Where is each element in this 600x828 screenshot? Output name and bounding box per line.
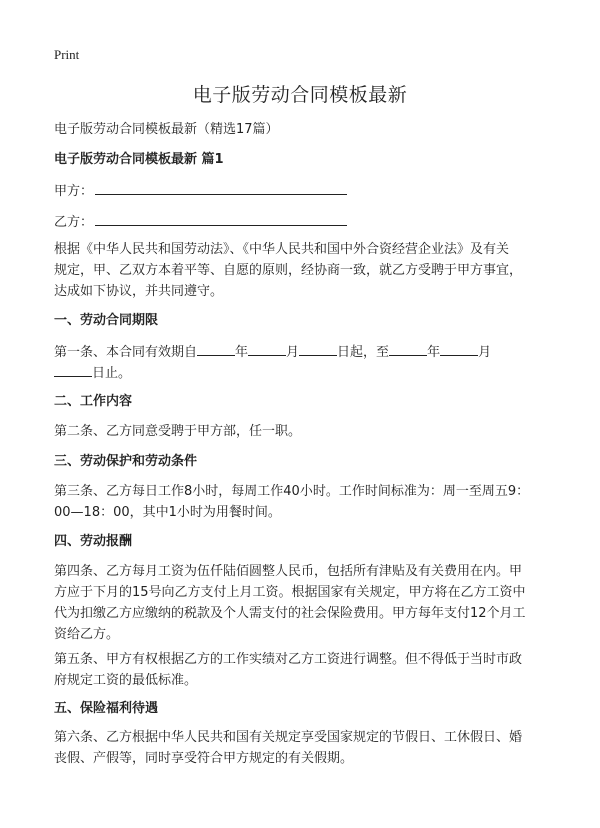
party-b-blank — [95, 212, 347, 226]
print-link[interactable]: Print — [54, 47, 80, 62]
clause-line: 第二条、乙方同意受聘于甲方部，任一职。 — [54, 424, 302, 439]
clause-line: 第五条、甲方有权根据乙方的工作实绩对乙方工资进行调整。但不得低于当时市政 — [54, 652, 523, 667]
section-heading: 一、劳动合同期限 — [54, 313, 159, 328]
party-b-label: 乙方： — [54, 215, 94, 230]
clause-line: 资给乙方。 — [54, 627, 120, 642]
date-blank — [440, 342, 478, 356]
section-heading: 三、劳动保护和劳动条件 — [54, 454, 198, 469]
intro-line: 达成如下协议，并共同遵守。 — [54, 284, 224, 299]
document-title: 电子版劳动合同模板最新 — [192, 84, 408, 106]
party-b-line — [54, 212, 347, 232]
clause-text: 日止。 — [92, 366, 132, 381]
section-heading: 四、劳动报酬 — [54, 534, 133, 549]
party-a-line — [54, 181, 347, 201]
clause-line: 第三条、乙方每日工作8小时，每周工作40小时。工作时间标准为：周一至周五9： — [54, 484, 530, 499]
clause-line — [54, 363, 131, 383]
clause-line: 第四条、乙方每月工资为伍仟陆佰圆整人民币，包括所有津贴及有关费用在内。甲 — [54, 564, 523, 579]
article-heading: 电子版劳动合同模板最新 篇1 — [54, 152, 224, 167]
clause-line: 方应于下月的15号向乙方支付上月工资。根据国家有关规定，甲方将在乙方工资中 — [54, 585, 526, 600]
document-subtitle: 电子版劳动合同模板最新（精选17篇） — [54, 122, 279, 137]
clause-text: 日起，至 — [337, 345, 390, 360]
clause-line — [54, 342, 491, 362]
clause-text: 月 — [286, 345, 300, 360]
party-a-blank — [95, 181, 347, 195]
clause-line: 丧假、产假等，同时享受符合甲方规定的有关假期。 — [54, 751, 354, 766]
date-blank — [299, 342, 337, 356]
clause-text: 第一条、本合同有效期自 — [54, 345, 198, 360]
section-heading: 五、保险福利待遇 — [54, 701, 159, 716]
intro-line: 规定，甲、乙双方本着平等、自愿的原则，经协商一致，就乙方受聘于甲方事宜， — [54, 263, 523, 278]
section-heading: 二、工作内容 — [54, 394, 133, 409]
date-blank — [248, 342, 286, 356]
clause-line: 00—18：00，其中1小时为用餐时间。 — [54, 505, 281, 520]
clause-text: 年 — [235, 345, 249, 360]
clause-line: 第六条、乙方根据中华人民共和国有关规定享受国家规定的节假日、工休假日、婚 — [54, 730, 523, 745]
clause-text: 月 — [478, 345, 492, 360]
clause-line: 府规定工资的最低标准。 — [54, 673, 198, 688]
intro-line: 根据《中华人民共和国劳动法》、《中华人民共和国中外合资经营企业法》及有关 — [54, 242, 510, 257]
date-blank — [54, 363, 92, 377]
party-a-label: 甲方： — [54, 184, 94, 199]
date-blank — [197, 342, 235, 356]
clause-text: 年 — [427, 345, 441, 360]
clause-line: 代为扣缴乙方应缴纳的税款及个人需支付的社会保险费用。甲方每年支付12个月工 — [54, 606, 526, 621]
date-blank — [389, 342, 427, 356]
